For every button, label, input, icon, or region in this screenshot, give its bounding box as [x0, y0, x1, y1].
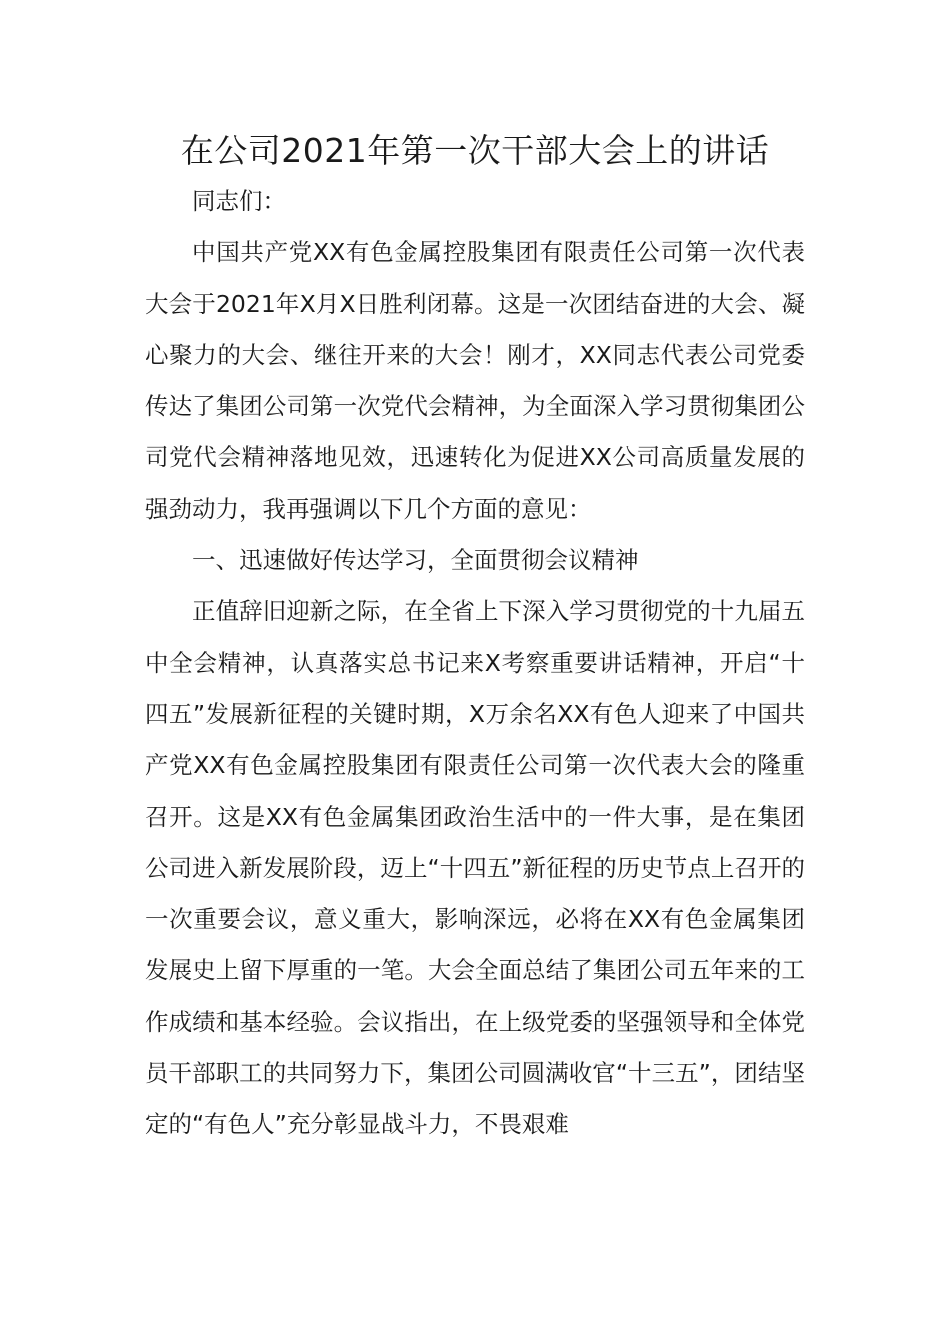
salutation: 同志们：: [192, 187, 286, 215]
paragraph-section-1: 正值辞旧迎新之际，在全省上下深入学习贯彻党的十九届五中全会精神，认真落实总书记来X考察重要讲话精神，开启“十四五”发展新征程的关键时期，X万余名XX有色人迎来了中国共产党XX有色金属控股集团有限责任公司第一次代表大会的隆重召开。这是XX有色金属集团政治生活中的一件大事，是在集团公司进入新发展阶段，迈上“十四五”新征程的历史节点上召开的一次重要会议，意义重大，影响深远，必将在XX有色金属集团发展史上留下厚重的一笔。大会全面总结了集团公司五年来的工作成绩和基本经验。会议指出，在上级党委的坚强领导和全体党员干部职工的共同努力下，集团公司圆满收官“十三五”，团结坚定的“有色人”充分彰显战斗力，不畏艰难: [145, 597, 805, 1139]
document-body: [145, 176, 805, 1151]
document-title: 在公司2021年第一次干部大会上的讲话: [180, 131, 770, 170]
paragraph-intro: 中国共产党XX有色金属控股集团有限责任公司第一次代表大会于2021年X月X日胜利闭幕。这是一次团结奋进的大会、凝心聚力的大会、继往开来的大会！刚才，XX同志代表公司党委传达了集团公司第一次党代会精神，为全面深入学习贯彻集团公司党代会精神落地见效，迅速转化为促进XX公司高质量发展的强劲动力，我再强调以下几个方面的意见：: [145, 238, 805, 523]
section-heading-1: 一、迅速做好传达学习，全面贯彻会议精神: [192, 546, 639, 575]
